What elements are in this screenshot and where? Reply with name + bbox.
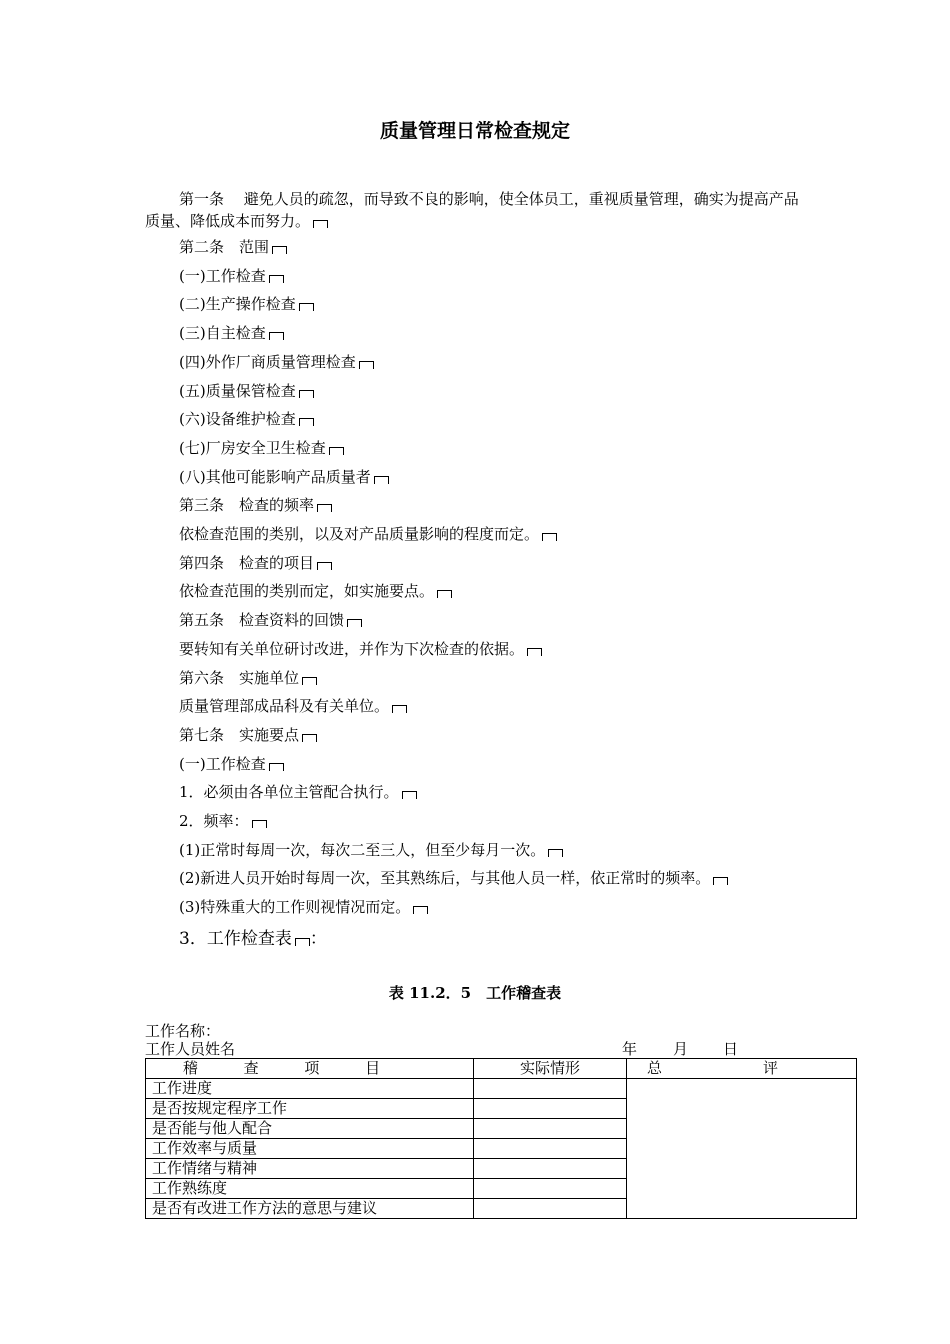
body-line-text: 质量管理部成品科及有关单位。 — [179, 697, 390, 715]
body-line — [179, 753, 284, 775]
table-header-row — [146, 1059, 857, 1079]
paragraph-mark-icon — [437, 590, 452, 598]
row-item: 是否按规定程序工作 — [146, 1099, 474, 1119]
table-row — [146, 1079, 857, 1099]
row-actual-cell[interactable] — [474, 1179, 627, 1199]
date-year-label: 年 — [622, 1040, 638, 1058]
header-item-char: 项 — [304, 1059, 320, 1077]
body-line-text: (3)特殊重大的工作则视情况而定。 — [179, 898, 411, 916]
paragraph-mark-icon — [413, 906, 428, 914]
paragraph-mark-icon — [548, 849, 563, 857]
body-line — [179, 466, 389, 488]
body-line-text: (1)正常时每周一次，每次二至三人，但至少每月一次。 — [179, 841, 546, 859]
body-line-text: 第五条 检查资料的回馈 — [179, 611, 345, 629]
body-line-text: 2．频率： — [179, 812, 249, 830]
body-line-text: (一)工作检查 — [179, 755, 266, 773]
paragraph-mark-icon — [402, 791, 417, 799]
body-line — [179, 265, 284, 287]
paragraph-mark-icon — [269, 763, 284, 771]
paragraph-mark-icon — [374, 476, 389, 484]
section-3-heading — [179, 928, 327, 950]
body-line-text: 第四条 检查的项目 — [179, 554, 315, 572]
body-line — [179, 408, 314, 430]
paragraph-mark-icon — [347, 619, 362, 627]
row-item: 工作情绪与精神 — [146, 1159, 474, 1179]
body-line — [179, 638, 542, 660]
body-line-text: (一)工作检查 — [179, 267, 266, 285]
body-line-text: (2)新进人员开始时每周一次，至其熟练后，与其他人员一样，依正常时的频率。 — [179, 869, 711, 887]
body-line — [179, 667, 317, 689]
body-line-text: (三)自主检查 — [179, 324, 266, 342]
header-item-char: 查 — [243, 1059, 259, 1077]
row-actual-cell[interactable] — [474, 1139, 627, 1159]
worker-name-label: 工作人员姓名 — [145, 1040, 236, 1058]
body-line — [179, 552, 332, 574]
body-line-text: 要转知有关单位研讨改进，并作为下次检查的依据。 — [179, 640, 525, 658]
row-actual-cell[interactable] — [474, 1099, 627, 1119]
table-caption-name: 工作稽查表 — [486, 984, 562, 1002]
row-item: 是否有改进工作方法的意思与建议 — [146, 1199, 474, 1219]
paragraph-mark-icon — [359, 361, 374, 369]
row-actual-cell[interactable] — [474, 1199, 627, 1219]
table-caption — [0, 982, 950, 1003]
row-actual-cell[interactable] — [474, 1119, 627, 1139]
row-item: 工作效率与质量 — [146, 1139, 474, 1159]
body-line-text: 1．必须由各单位主管配合执行。 — [179, 783, 399, 801]
body-line — [179, 724, 317, 746]
page-title: 质量管理日常检查规定 — [379, 120, 570, 142]
body-line-text: (六)设备维护检查 — [179, 410, 296, 428]
paragraph-mark-icon — [317, 562, 332, 570]
paragraph-mark-icon — [299, 390, 314, 398]
paragraph-mark-icon — [295, 938, 310, 946]
paragraph-mark-icon — [392, 705, 407, 713]
paragraph-mark-icon — [329, 447, 344, 455]
paragraph-mark-icon — [299, 418, 314, 426]
body-line — [179, 494, 332, 516]
row-actual-cell[interactable] — [474, 1159, 627, 1179]
body-line — [179, 351, 374, 373]
row-item: 工作进度 — [146, 1079, 474, 1099]
paragraph-mark-icon — [299, 303, 314, 311]
body-line — [179, 322, 284, 344]
inspection-table — [145, 1058, 857, 1219]
body-line — [179, 380, 314, 402]
body-line — [179, 867, 728, 889]
paragraph-mark-icon — [269, 275, 284, 283]
paragraph-mark-icon — [527, 648, 542, 656]
article-1 — [145, 188, 810, 232]
body-line — [179, 810, 267, 832]
row-item: 工作熟练度 — [146, 1179, 474, 1199]
body-line — [179, 839, 563, 861]
header-item-char: 稽 — [182, 1059, 198, 1077]
body-line — [179, 437, 344, 459]
body-line — [179, 293, 314, 315]
paragraph-mark-icon — [272, 246, 287, 254]
header-overall — [627, 1059, 857, 1079]
section-3-text: 3．工作检查表 — [179, 929, 292, 949]
body-line-text: 依检查范围的类别而定，如实施要点。 — [179, 582, 435, 600]
body-line — [179, 896, 428, 918]
paragraph-mark-icon — [542, 533, 557, 541]
body-line-text: (八)其他可能影响产品质量者 — [179, 468, 371, 486]
row-item: 是否能与他人配合 — [146, 1119, 474, 1139]
paragraph-mark-icon — [302, 677, 317, 685]
paragraph-mark-icon — [302, 734, 317, 742]
body-line-text: (二)生产操作检查 — [179, 295, 296, 313]
section-3-suffix: ： — [309, 929, 327, 949]
header-overall-char: 总 — [647, 1059, 663, 1077]
body-line-text: 依检查范围的类别，以及对产品质量影响的程度而定。 — [179, 525, 540, 543]
overall-comment-cell[interactable] — [627, 1079, 857, 1219]
body-line-text: (四)外作厂商质量管理检查 — [179, 353, 356, 371]
header-overall-char: 评 — [762, 1059, 778, 1077]
body-line-text: 第六条 实施单位 — [179, 669, 300, 687]
date-day-label: 日 — [723, 1040, 739, 1058]
body-line-text: 第二条 范围 — [179, 238, 270, 256]
body-line-text: 第三条 检查的频率 — [179, 496, 315, 514]
header-item-char: 目 — [365, 1059, 381, 1077]
body-line — [179, 609, 362, 631]
body-line — [179, 580, 452, 602]
article-1-text: 第一条 避免人员的疏忽，而导致不良的影响，使全体员工，重视质量管理，确实为提高产品质量、降低成本而努力。 — [145, 190, 799, 230]
date-month-label: 月 — [673, 1040, 689, 1058]
header-actual: 实际情形 — [474, 1059, 627, 1079]
row-actual-cell[interactable] — [474, 1079, 627, 1099]
body-line — [179, 236, 287, 258]
body-line — [179, 523, 557, 545]
paragraph-mark-icon — [713, 877, 728, 885]
body-line-text: (五)质量保管检查 — [179, 382, 296, 400]
paragraph-mark-icon — [252, 820, 267, 828]
body-line — [179, 781, 417, 803]
work-name-label: 工作名称： — [145, 1022, 221, 1040]
body-line-text: (七)厂房安全卫生检查 — [179, 439, 326, 457]
table-caption-number: 表 11.2．5 — [388, 984, 472, 1002]
body-line — [179, 695, 407, 717]
paragraph-mark-icon — [317, 504, 332, 512]
paragraph-mark-icon — [269, 332, 284, 340]
paragraph-mark-icon — [313, 220, 328, 228]
header-item — [146, 1059, 474, 1079]
body-line-text: 第七条 实施要点 — [179, 726, 300, 744]
